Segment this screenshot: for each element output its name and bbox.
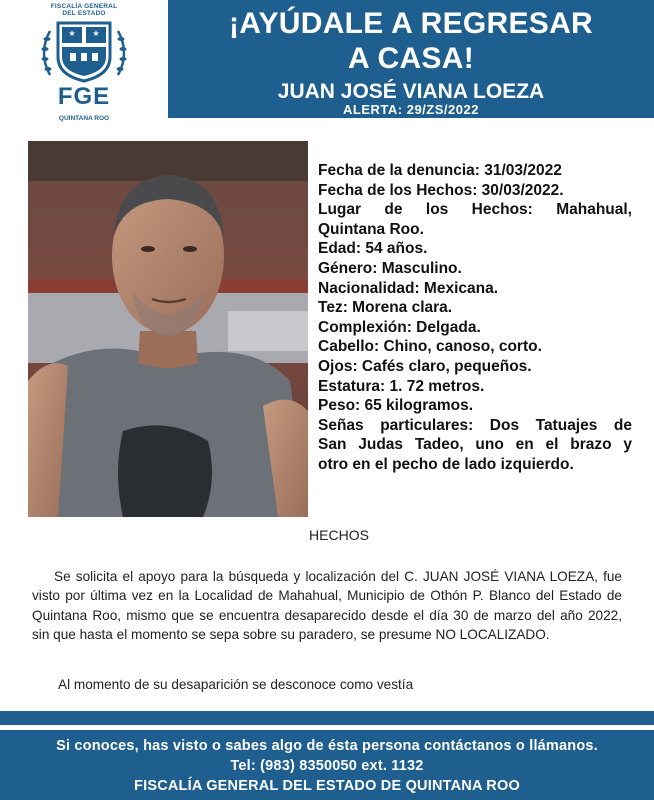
fge-acronym: FGE <box>57 83 111 110</box>
detail-marks-cont-1: San Judas Tadeo, uno en el brazo y <box>318 436 632 454</box>
detail-place: Lugar de los Hechos: Mahahual, <box>318 201 632 219</box>
hechos-heading: HECHOS <box>309 527 369 543</box>
detail-height: Estatura: 1. 72 metros. <box>318 377 485 395</box>
agency-name-line-2: DEL ESTADO <box>62 10 106 17</box>
hechos-paragraph: Se solicita el apoyo para la búsqueda y localización del C. JUAN JOSÉ VIANA LOEZA, fue visto por última vez en la Localidad de Mahahual, Municipio de Othón P. Blanco del Estado de Quintana Roo, mismo que se encuentra desaparecido desde el día 30 de marzo del año 2022, sin que hasta el momento se sepa sobre su paradero, se presume NO LOCALIZADO. <box>32 569 622 642</box>
detail-nationality: Nacionalidad: Mexicana. <box>318 279 499 297</box>
person-photo <box>28 141 308 517</box>
footer-agency-name: FISCALÍA GENERAL DEL ESTADO DE QUINTANA ROO <box>134 778 520 794</box>
footer <box>0 730 654 800</box>
detail-eyes: Ojos: Cafés claro, pequeños. <box>318 357 532 375</box>
detail-event-date: Fecha de los Hechos: 30/03/2022. <box>318 181 564 199</box>
poster-title-line-1: ¡AYÚDALE A REGRESAR <box>228 7 594 40</box>
detail-complexion-tone: Tez: Morena clara. <box>318 299 453 317</box>
detail-hair: Cabello: Chino, canoso, corto. <box>318 338 542 356</box>
footer-stripe <box>0 711 654 725</box>
person-name: JUAN JOSÉ VIANA LOEZA <box>277 80 545 103</box>
fge-emblem-logo <box>40 17 128 117</box>
detail-marks: Señas particulares: Dos Tatuajes de <box>318 416 632 434</box>
detail-report-date: Fecha de la denuncia: 31/03/2022 <box>318 162 562 179</box>
detail-gender: Género: Masculino. <box>318 259 462 277</box>
poster-title-line-2: A CASA! <box>348 42 474 75</box>
contact-phone[interactable]: Tel: (983) 8350050 ext. 1132 <box>230 758 424 774</box>
clothing-note: Al momento de su desaparición se desconoce como vestía <box>58 677 414 692</box>
agency-state: QUINTANA ROO <box>58 115 110 122</box>
detail-weight: Peso: 65 kilogramos. <box>318 397 474 415</box>
person-details <box>318 161 632 475</box>
detail-build: Complexión: Delgada. <box>318 318 481 336</box>
poster-title <box>168 6 654 76</box>
agency-name-line-1: FISCALÍA GENERAL <box>50 3 118 10</box>
contact-message: Si conoces, has visto o sabes algo de ésta persona contáctanos o llámanos. <box>56 738 598 754</box>
agency-name <box>0 3 168 17</box>
detail-place-cont: Quintana Roo. <box>318 220 424 238</box>
detail-age: Edad: 54 años. <box>318 240 428 258</box>
detail-marks-cont-2: otro en el pecho de lado izquierdo. <box>318 455 574 473</box>
alert-number: ALERTA: 29/ZS/2022 <box>343 102 479 117</box>
